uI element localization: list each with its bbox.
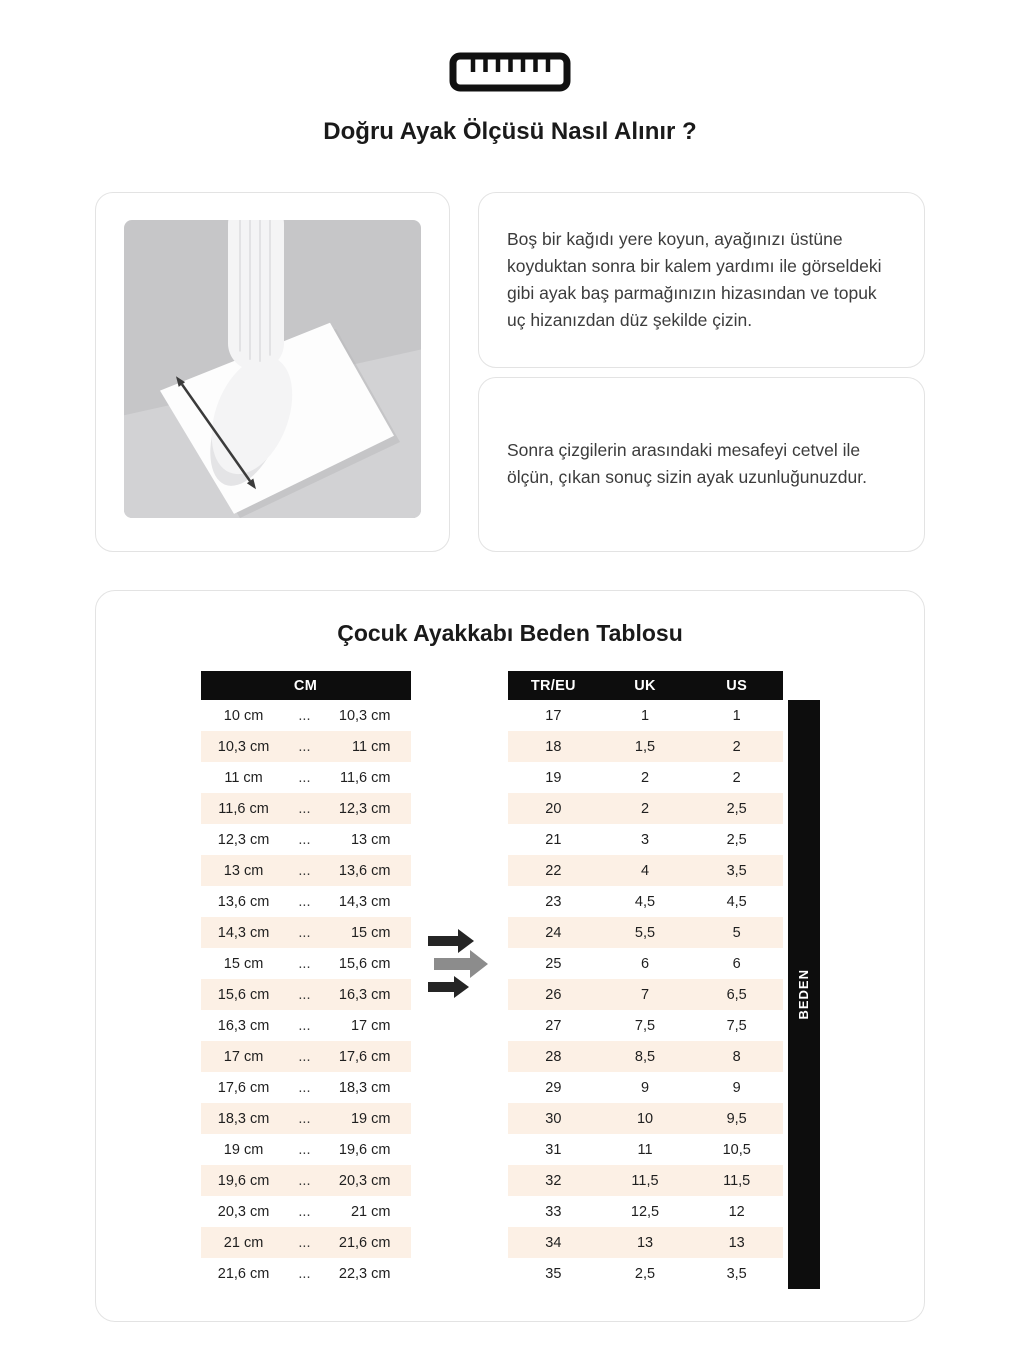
uk-size: 13 (636, 1234, 654, 1251)
cm-range-to: 21 cm (350, 1203, 391, 1220)
cm-range-from: 13,6 cm (217, 893, 270, 910)
uk-size: 6 (640, 955, 650, 972)
cm-table-row (201, 1258, 411, 1289)
range-separator: ... (298, 1141, 311, 1158)
transfer-arrows-icon (428, 929, 490, 999)
size-table-row (508, 762, 783, 793)
cm-range-from: 19 cm (223, 1141, 264, 1158)
cm-range-from: 10 cm (223, 707, 264, 724)
instruction-steps (478, 192, 925, 552)
us-size: 9,5 (726, 1110, 747, 1127)
cm-range-from: 16,3 cm (217, 1017, 270, 1034)
cm-range-from: 11 cm (224, 769, 263, 786)
cm-range-from: 19,6 cm (217, 1172, 270, 1189)
tr-eu-size: 33 (545, 1203, 562, 1220)
uk-size: 11,5 (631, 1172, 659, 1189)
cm-table-header (201, 671, 411, 700)
uk-size: 1,5 (634, 738, 656, 755)
range-separator: ... (298, 1203, 311, 1220)
uk-size: 1 (640, 707, 650, 724)
range-separator: ... (298, 893, 311, 910)
us-size: 2 (732, 738, 741, 755)
cm-table-row (201, 1134, 411, 1165)
us-size: 13 (728, 1234, 745, 1251)
size-table-row (508, 1103, 783, 1134)
cm-range-to: 13,6 cm (338, 862, 391, 879)
size-table-row (508, 1165, 783, 1196)
beden-bar (788, 700, 820, 1289)
tr-eu-size: 22 (545, 862, 562, 879)
size-table-row (508, 731, 783, 762)
size-chart-title: Çocuk Ayakkabı Beden Tablosu (337, 620, 683, 646)
tr-eu-size: 26 (545, 986, 562, 1003)
instruction-step-1-text: Boş bir kağıdı yere koyun, ayağınızı üstüne koyduktan sonra bir kalem yardımı ile görseldeki gibi ayak baş parmağınızın hizasından ve topuk uç hizanızdan düz şekilde çizin. (507, 228, 882, 330)
cm-table-row (201, 1227, 411, 1258)
cm-table-row (201, 1041, 411, 1072)
cm-table-row (201, 700, 411, 731)
cm-range-to: 11 cm (352, 738, 391, 755)
uk-size: 11 (637, 1141, 653, 1158)
cm-table-row (201, 1196, 411, 1227)
cm-table-row (201, 979, 411, 1010)
us-size: 12 (728, 1203, 745, 1220)
us-size: 8 (732, 1048, 741, 1065)
cm-table-row (201, 793, 411, 824)
foot-photo-card (95, 192, 450, 552)
us-size: 11,5 (723, 1172, 751, 1189)
tr-eu-size: 21 (545, 831, 562, 848)
cm-table (201, 671, 411, 1289)
uk-size: 7,5 (634, 1017, 656, 1034)
page-header (0, 0, 1020, 146)
cm-range-from: 17 cm (223, 1048, 264, 1065)
us-size: 7,5 (726, 1017, 747, 1034)
cm-table-row (201, 948, 411, 979)
range-separator: ... (298, 1079, 311, 1096)
cm-range-from: 20,3 cm (217, 1203, 270, 1220)
cm-table-row (201, 1072, 411, 1103)
range-separator: ... (298, 1017, 311, 1034)
tr-eu-size: 17 (545, 707, 562, 724)
cm-table-body (201, 700, 411, 1289)
uk-size: 4 (640, 862, 650, 879)
uk-size: 4,5 (634, 893, 656, 910)
cm-range-from: 17,6 cm (217, 1079, 270, 1096)
range-separator: ... (298, 769, 311, 786)
measurement-instructions (95, 192, 925, 552)
range-separator: ... (298, 924, 311, 941)
tr-eu-size: 25 (545, 955, 562, 972)
international-size-table (508, 671, 783, 1289)
uk-size: 7 (640, 986, 650, 1003)
tr-eu-size: 29 (545, 1079, 562, 1096)
cm-table-row (201, 855, 411, 886)
range-separator: ... (298, 1265, 311, 1282)
cm-range-to: 22,3 cm (338, 1265, 391, 1282)
size-table-row (508, 917, 783, 948)
instruction-step-2-text: Sonra çizgilerin arasındaki mesafeyi cetvel ile ölçün, çıkan sonuç sizin ayak uzunluğunuzdur. (507, 440, 867, 488)
us-size: 3,5 (726, 1265, 747, 1282)
tr-eu-size: 30 (545, 1110, 562, 1127)
cm-header-label: CM (293, 677, 318, 694)
uk-size: 10 (636, 1110, 654, 1127)
cm-range-from: 13 cm (223, 862, 264, 879)
uk-header: UK (634, 677, 656, 694)
range-separator: ... (298, 1048, 311, 1065)
us-size: 1 (732, 707, 741, 724)
range-separator: ... (298, 707, 311, 724)
instruction-step-2 (478, 377, 925, 553)
cm-range-from: 10,3 cm (217, 738, 270, 755)
cm-table-row (201, 731, 411, 762)
size-table-row (508, 1227, 783, 1258)
us-size: 2,5 (726, 831, 747, 848)
uk-size: 2 (640, 800, 650, 817)
cm-range-from: 12,3 cm (217, 831, 270, 848)
cm-table-row (201, 824, 411, 855)
cm-table-row (201, 762, 411, 793)
size-chart-card (95, 590, 925, 1322)
uk-size: 5,5 (634, 924, 656, 941)
us-size: 2,5 (726, 800, 747, 817)
tr-eu-size: 24 (545, 924, 562, 941)
range-separator: ... (298, 800, 311, 817)
range-separator: ... (298, 1172, 311, 1189)
ruler-icon (449, 52, 571, 92)
cm-range-to: 12,3 cm (338, 800, 391, 817)
cm-range-from: 21 cm (223, 1234, 264, 1251)
us-size: 6 (732, 955, 741, 972)
foot-measurement-photo (124, 220, 421, 518)
tr-eu-size: 20 (545, 800, 562, 817)
cm-range-from: 15 cm (223, 955, 264, 972)
tr-eu-size: 34 (545, 1234, 562, 1251)
tr-eu-header: TR/EU (530, 677, 576, 694)
cm-range-to: 16,3 cm (338, 986, 391, 1003)
cm-range-to: 18,3 cm (338, 1079, 391, 1096)
cm-range-to: 14,3 cm (338, 893, 391, 910)
cm-table-row (201, 1165, 411, 1196)
cm-table-row (201, 1010, 411, 1041)
range-separator: ... (298, 955, 311, 972)
size-table-row (508, 700, 783, 731)
uk-size: 2,5 (634, 1265, 656, 1282)
us-size: 4,5 (726, 893, 747, 910)
cm-range-to: 21,6 cm (338, 1234, 391, 1251)
size-tables (96, 671, 924, 1289)
us-size: 2 (732, 769, 741, 786)
uk-size: 2 (640, 769, 650, 786)
tr-eu-size: 23 (545, 893, 562, 910)
page-title: Doğru Ayak Ölçüsü Nasıl Alınır ? (323, 118, 697, 145)
uk-size: 8,5 (634, 1048, 656, 1065)
cm-range-to: 13 cm (350, 831, 391, 848)
cm-range-to: 17 cm (350, 1017, 391, 1034)
us-size: 5 (732, 924, 741, 941)
us-size: 3,5 (726, 862, 747, 879)
cm-range-to: 15 cm (350, 924, 391, 941)
cm-range-to: 11,6 cm (339, 769, 391, 786)
uk-size: 3 (640, 831, 650, 848)
cm-range-to: 15,6 cm (338, 955, 391, 972)
range-separator: ... (298, 738, 311, 755)
cm-range-from: 11,6 cm (218, 800, 269, 817)
size-table-row (508, 979, 783, 1010)
cm-range-to: 10,3 cm (338, 707, 391, 724)
tr-eu-size: 19 (545, 769, 562, 786)
range-separator: ... (298, 986, 311, 1003)
cm-table-row (201, 917, 411, 948)
tr-eu-size: 31 (545, 1141, 562, 1158)
size-table-row (508, 886, 783, 917)
cm-range-to: 19,6 cm (338, 1141, 391, 1158)
size-table-row (508, 1134, 783, 1165)
us-size: 10,5 (722, 1141, 751, 1158)
size-table-row (508, 824, 783, 855)
size-table-row (508, 948, 783, 979)
cm-table-row (201, 1103, 411, 1134)
tr-eu-size: 28 (545, 1048, 562, 1065)
range-separator: ... (298, 862, 311, 879)
size-table-row (508, 1010, 783, 1041)
us-size: 6,5 (726, 986, 747, 1003)
range-separator: ... (298, 1110, 311, 1127)
range-separator: ... (298, 831, 311, 848)
range-separator: ... (298, 1234, 311, 1251)
tr-eu-size: 32 (545, 1172, 562, 1189)
size-table-row (508, 855, 783, 886)
cm-range-from: 15,6 cm (217, 986, 270, 1003)
size-table-row (508, 1072, 783, 1103)
cm-range-to: 20,3 cm (338, 1172, 391, 1189)
cm-range-from: 14,3 cm (217, 924, 270, 941)
uk-size: 9 (640, 1079, 650, 1096)
us-size: 9 (732, 1079, 741, 1096)
instruction-step-1 (478, 192, 925, 368)
beden-label: BEDEN (796, 969, 811, 1020)
cm-range-to: 19 cm (350, 1110, 391, 1127)
size-table-row (508, 1258, 783, 1289)
tr-eu-size: 27 (545, 1017, 562, 1034)
cm-table-row (201, 886, 411, 917)
size-table-row (508, 1041, 783, 1072)
cm-range-from: 21,6 cm (217, 1265, 270, 1282)
cm-range-to: 17,6 cm (338, 1048, 391, 1065)
size-table-header (508, 671, 783, 700)
size-table-body (508, 700, 783, 1289)
us-header: US (726, 677, 748, 694)
arrows-column (411, 671, 508, 999)
size-table-row (508, 793, 783, 824)
tr-eu-size: 35 (545, 1265, 562, 1282)
size-table-row (508, 1196, 783, 1227)
tr-eu-size: 18 (545, 738, 562, 755)
cm-range-from: 18,3 cm (217, 1110, 270, 1127)
uk-size: 12,5 (630, 1203, 660, 1220)
